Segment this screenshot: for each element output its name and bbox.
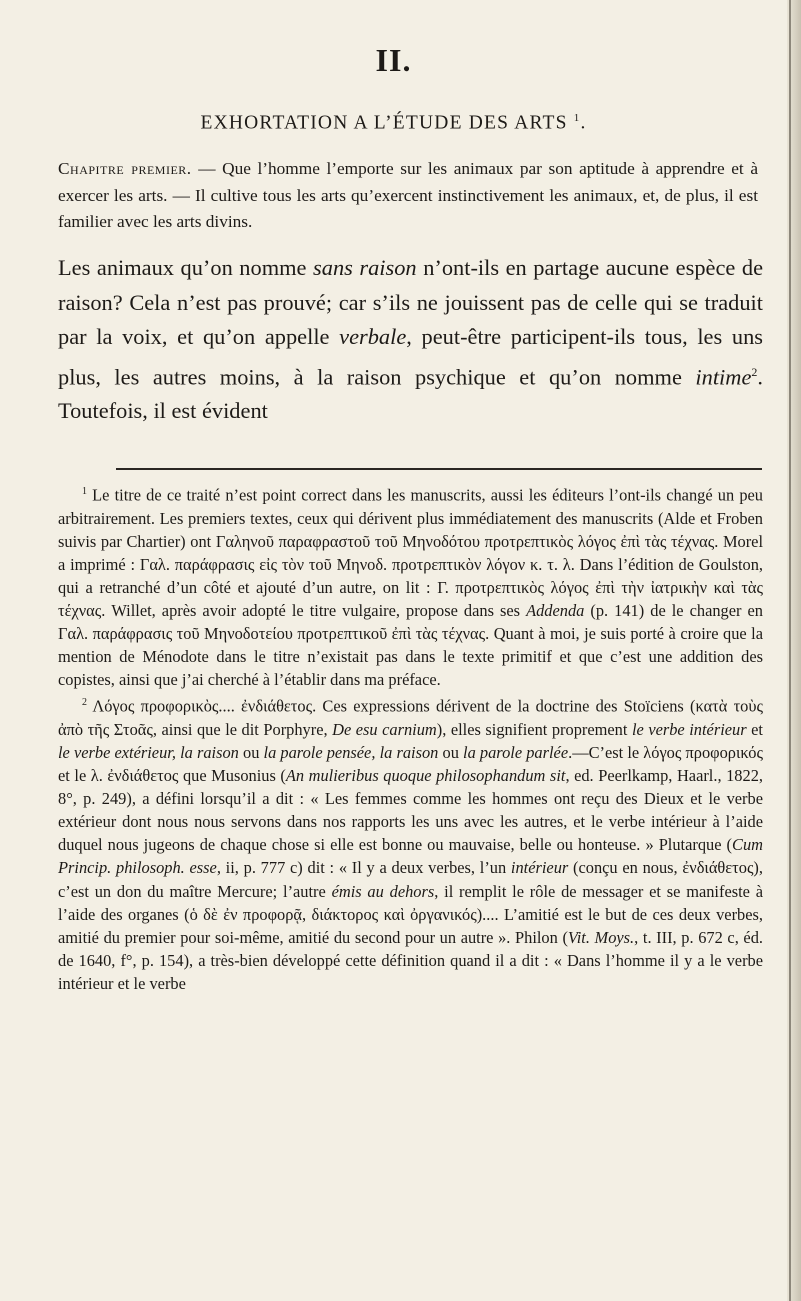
footnote-emphasis: la parole parlée	[463, 742, 569, 762]
footnote-emphasis: le verbe extérieur, la raison	[58, 742, 239, 762]
footnote-text: ou	[238, 742, 264, 762]
footnote-text: .—C’est le λόγος προφορικός et le λ. ἐνδιάθετος que Musonius (	[58, 742, 763, 786]
footnote-emphasis: émis au dehors	[331, 881, 435, 901]
footnote-emphasis: De esu carnium	[332, 719, 437, 739]
main-text-run: . Toutefois, il est évident	[58, 363, 763, 424]
footnote-separator	[116, 468, 762, 470]
footnote-emphasis: intérieur	[510, 858, 569, 878]
footnote-text: , il remplit le rôle de messager et se manifeste à l’aide des organes (ὁ δὲ ἐν προφορᾷ, διάκτορος καὶ ὀργανικός).... L’amitié est le but de ces deux verbes, amitié du premier pour soi-même, amitié du second pour un autre ». Philon (	[58, 881, 763, 947]
title-text: EXHORTATION A L’ÉTUDE DES ARTS	[200, 112, 568, 134]
page-edge-line	[789, 0, 791, 1301]
footnote-emphasis: la parole pensée, la raison	[263, 742, 439, 762]
footnote-mark: 2	[82, 697, 87, 709]
footnote-text: , ii, p. 777 c) dit : « Il y a deux verbes, l’un	[216, 858, 511, 878]
main-text	[58, 251, 763, 429]
footnote-text: , ed. Peerlkamp, Haarl., 1822, 8°, p. 249), a défini lorsqu’il a dit : « Les femmes comme les hommes ont reçu des Dieux et le verbe extérieur dont nous nous servons dans nos rapports les uns avec les autres, et le verbe intérieur à l’aide duquel nous jugeons de chaque chose si elle est bonne ou mauvaise, belle ou honteuse. » Plutarque (	[58, 766, 763, 855]
footnote-emphasis: An mulieribus quoque philosophandum sit	[285, 766, 566, 786]
footnote-emphasis: Cum Princip. philosoph. esse	[58, 835, 763, 878]
main-text-run: Les animaux qu’on nomme	[58, 255, 314, 280]
footnote-text: ), elles signifient proprement	[436, 719, 632, 739]
main-text-run: n’ont-ils en partage aucune espèce de raison? Cela n’est pas prouvé; car s’ils ne jouissent pas de celle qui se traduit par la voix, et qu’on appelle	[58, 255, 764, 349]
footnote-text: Λόγος προφορικὸς.... ἐνδιάθετος. Ces expressions dérivent de la doctrine des Stoïciens (κατὰ τοὺς ἀπὸ τῆς Στοᾶς, ainsi que le dit Porphyre,	[58, 696, 763, 739]
footnote-2	[58, 691, 763, 995]
main-emphasis: verbale	[339, 324, 407, 349]
main-emphasis: sans raison	[313, 255, 417, 280]
footnote-text: et	[746, 719, 763, 739]
footnote-text: , t. III, p. 672 c, éd. de 1640, f°, p. 154), a très-bien développé cette définition quand il a dit : « Dans l’homme il y a le verbe intérieur et le verbe	[58, 927, 763, 993]
chapter-summary	[58, 156, 758, 236]
section-title: EXHORTATION A L’ÉTUDE DES ARTS $^1$.	[200, 112, 587, 134]
chapter-label: Chapitre premier.	[58, 159, 192, 178]
footnote-emphasis: le verbe intérieur	[631, 719, 747, 739]
footnote-text: ou	[438, 742, 464, 762]
title-footnote-mark: 1	[573, 112, 581, 124]
footnote-text: Le titre de ce traité n’est point correct dans les manuscrits, aussi les éditeurs l’ont-ils changé un peu arbitrairement. Les premiers textes, ceux qui dérivent plus immédiatement des manuscrits (Alde et Froben suivis par Chartier) ont Γαληνοῦ παραφραστοῦ τοῦ Μηνοδότου προτρεπτικὸς λόγος ἐπὶ τὰς τέχνας. Morel a imprimé : Γαλ. παράφρασις εἰς τὸν τοῦ Μηνοδ. προτρεπτικὸν λόγον κ. τ. λ. Dans l’édition de Goulston, qui a retranché d’un côté et ajouté d’un autre, on lit : Γ. προτρεπτικὸς λόγος ἐπὶ τὴν ἰατρικὴν καὶ τὰς τέχνας. Willet, après avoir adopté le titre vulgaire, propose dans ses	[58, 485, 763, 620]
section-numeral: II.	[375, 42, 412, 78]
footnote-1	[58, 480, 763, 691]
footnote-emphasis: Addenda	[526, 600, 585, 620]
footnotes	[58, 480, 763, 995]
summary-text: — Que l’homme l’emporte sur les animaux par son aptitude à apprendre et à exercer les arts. — Il cultive tous les arts qu’exercent instinctivement les animaux, et, de plus, il est familier avec les arts divins.	[58, 159, 758, 231]
footnote-mark: 1	[82, 486, 87, 497]
footnote-reference: 2	[751, 364, 758, 379]
footnote-text: (conçu en nous, ἐνδιάθετος), c’est un don du maître Mercure; l’autre	[58, 858, 763, 901]
footnote-text: (p. 141) de le changer en Γαλ. παράφρασις τοῦ Μηνοδοτείου προτρεπτικοῦ ἐπὶ τὰς τέχνας. Quant à moi, je suis porté à croire que la mention de Ménodote dans le titre n’existait pas dans le texte primitif et que c’est une addition des copistes, ainsi que j’ai cherché à l’établir dans ma préface.	[58, 600, 763, 690]
main-text-run: , peut-être participent-ils tous, les uns plus, les autres moins, à la raison psychique et qu’on nomme	[58, 324, 763, 389]
footnote-emphasis: Vit. Moys.	[567, 927, 635, 947]
main-emphasis: intime	[695, 363, 752, 389]
